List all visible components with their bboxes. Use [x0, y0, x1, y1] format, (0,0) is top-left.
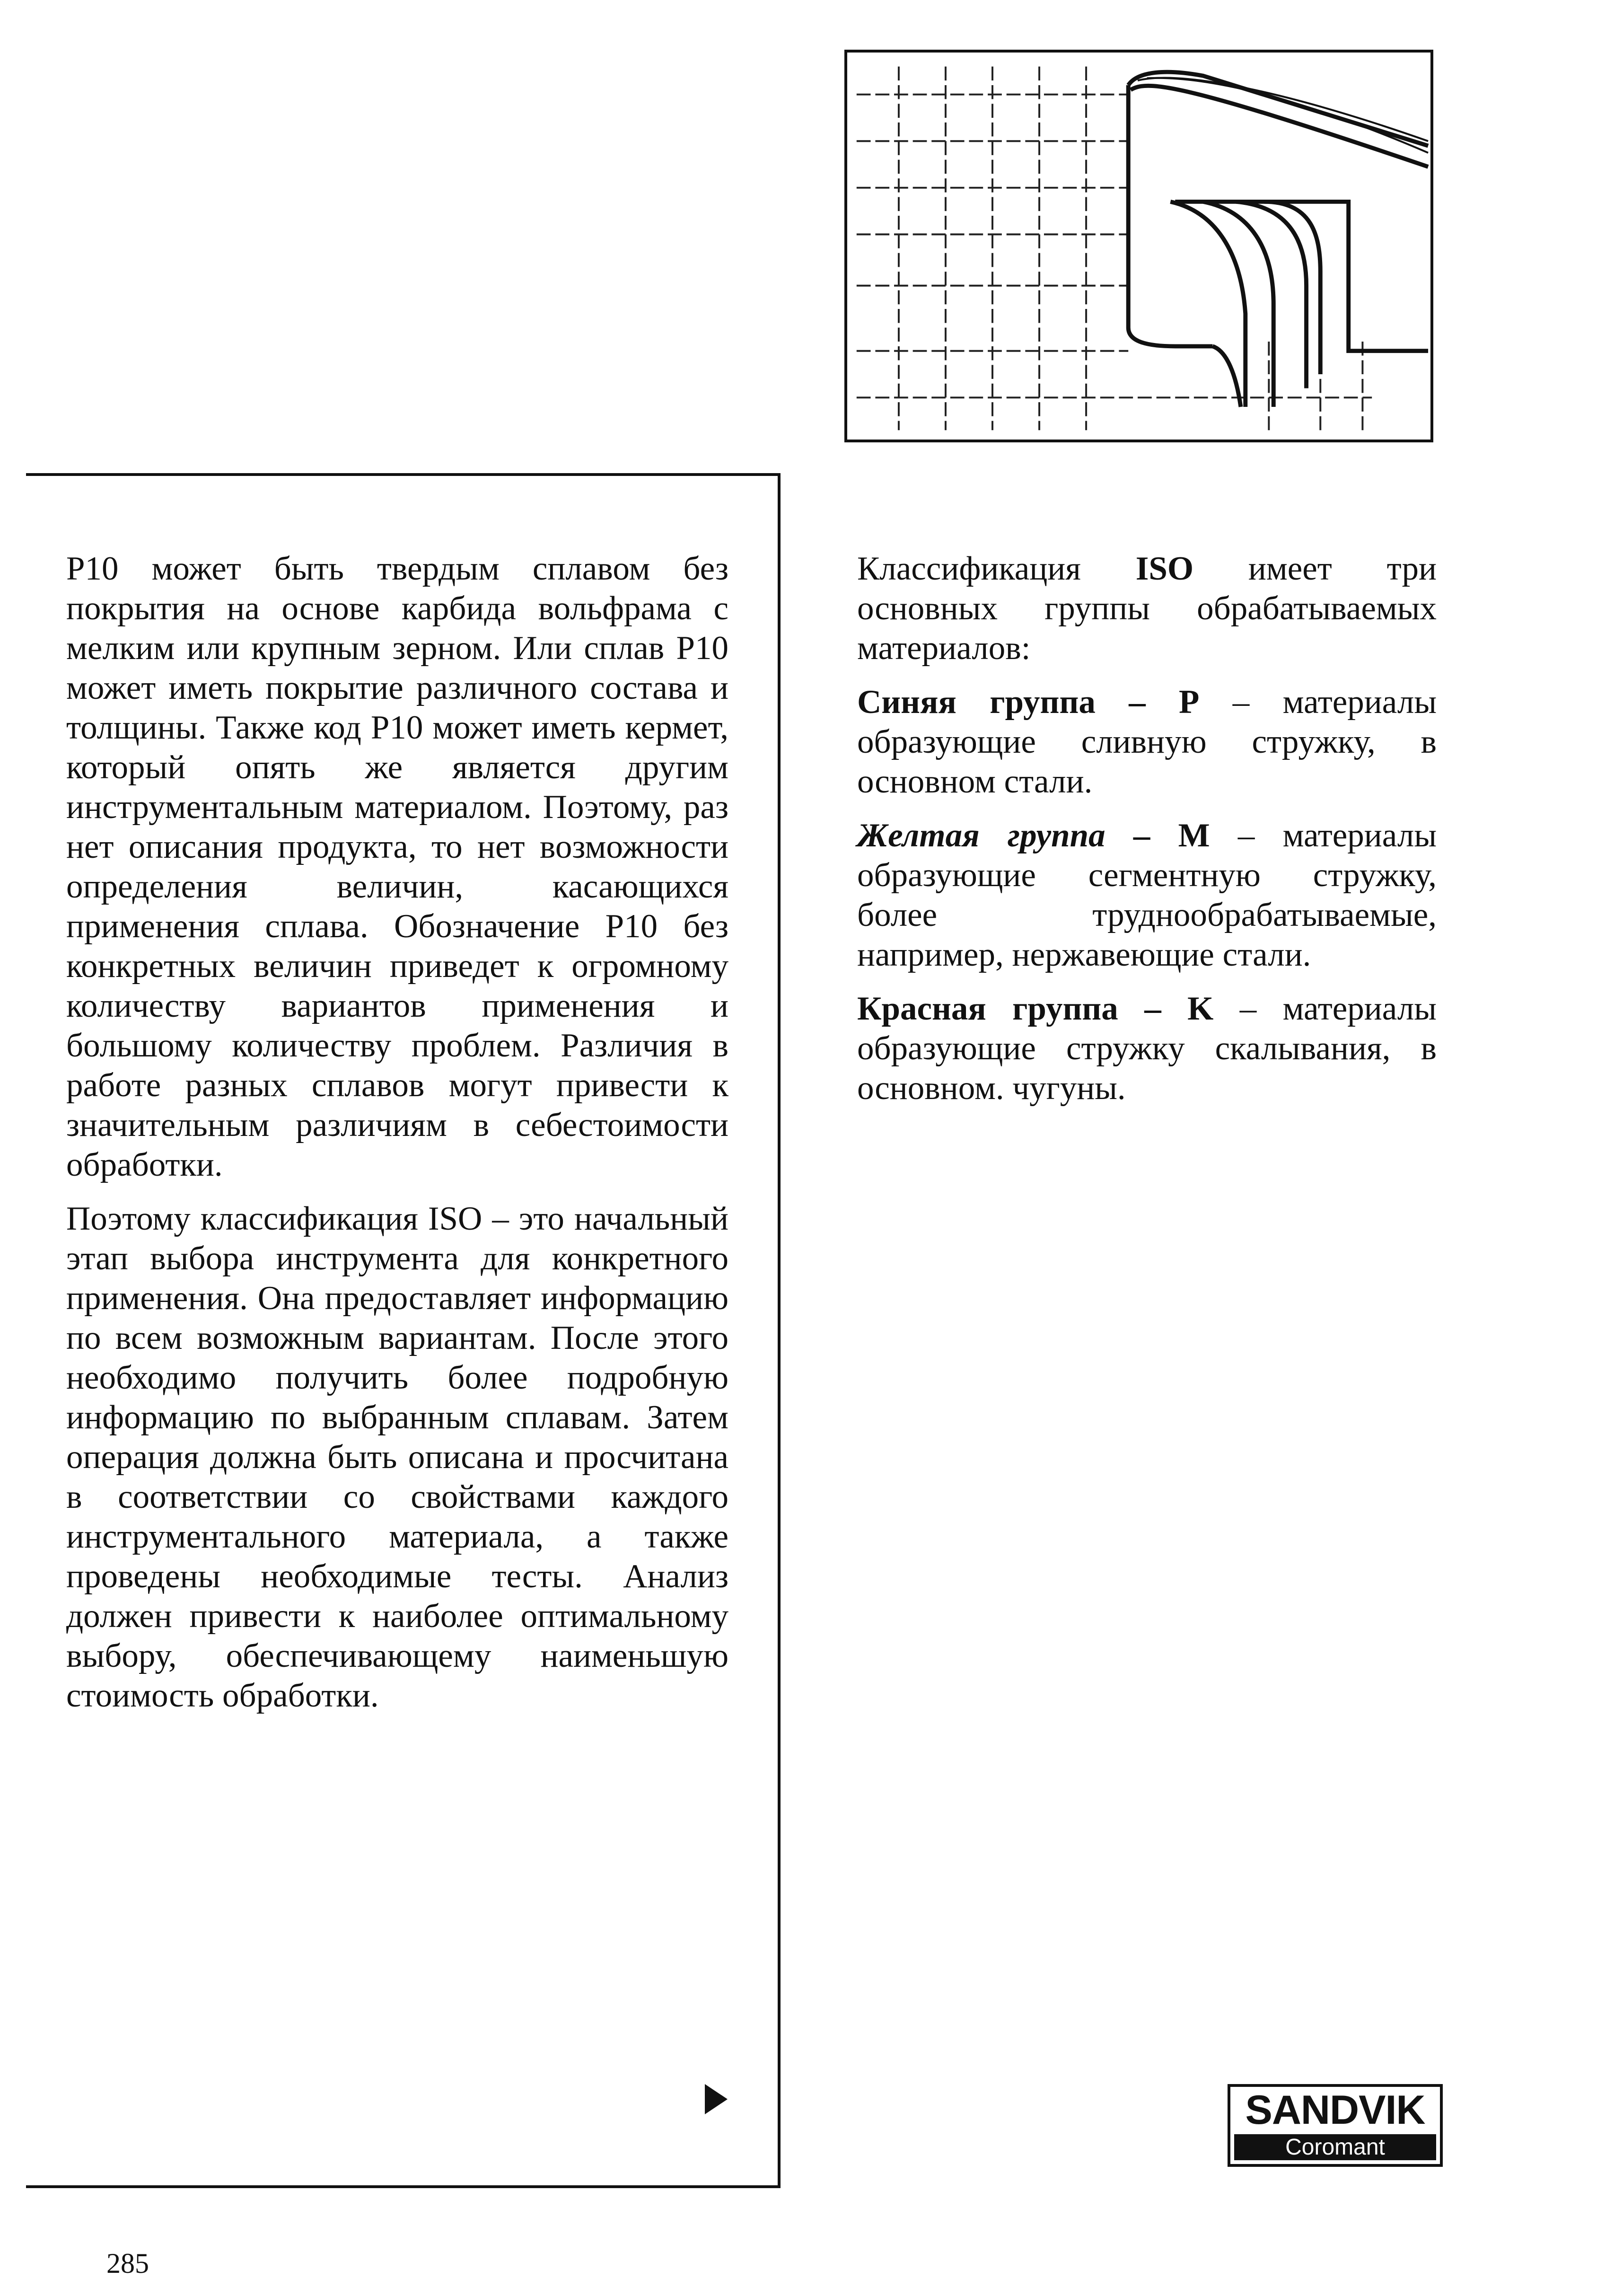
intro-suffix: имеет три основных группы обрабатываемых материалов:	[857, 550, 1437, 667]
group-red-text: – материалы образующие стружку скалывания, в основном. чугуны.	[857, 990, 1437, 1107]
paragraph-iso-classification: Поэтому классификация ISO – это начальный этап выбора инструмента для конкретного применения. Она предоставляет информацию по всем возможным вариантам. После этого необходимо получить более подробную информацию по выбранным сплавам. Затем операция должна быть описана и просчитана в соответствии со свойствами каждого инструментального материала, а также проведены необходимые тесты. Анализ должен привести к наиболее оптимальному выбору, обеспечивающему наименьшую стоимость обработки.	[66, 1200, 728, 1714]
group-blue-paragraph	[857, 682, 1437, 801]
group-yellow-label: Желтая группа	[857, 817, 1105, 854]
intro-iso: ISO	[1135, 550, 1194, 587]
group-red-dash: –	[1144, 990, 1161, 1027]
sandvik-coromant-logo	[1228, 2084, 1443, 2167]
group-blue-code: P	[1179, 684, 1200, 721]
group-red-label: Красная группа	[857, 990, 1118, 1027]
intro-paragraph	[857, 549, 1437, 668]
group-blue-text: – материалы образующие сливную стружку, в основном стали.	[857, 684, 1437, 800]
group-yellow-code: M	[1178, 817, 1210, 854]
intro-prefix: Классификация	[857, 550, 1081, 587]
group-blue-label: Синяя группа	[857, 684, 1096, 721]
group-yellow-dash: –	[1133, 817, 1150, 854]
page-number: 285	[106, 2248, 149, 2279]
group-yellow-text: – материалы образующие сегментную стружку, более труднообрабатываемые, например, нержавеющие стали.	[857, 817, 1437, 973]
logo-sub: Coromant	[1234, 2134, 1436, 2160]
group-red-code: K	[1187, 990, 1214, 1027]
chip-illustration	[847, 53, 1430, 440]
group-blue-dash: –	[1129, 684, 1146, 721]
right-text-column	[857, 549, 1437, 1122]
group-red-paragraph	[857, 989, 1437, 1108]
play-triangle-icon	[705, 2084, 728, 2114]
logo-brand: SANDVIK	[1245, 2087, 1425, 2133]
group-yellow-paragraph	[857, 816, 1437, 975]
paragraph-p10: P10 может быть твердым сплавом без покрытия на основе карбида вольфрама с мелким или крупным зерном. Или сплав P10 может иметь покрытие различного состава и толщины. Также код P10 может иметь кермет, который опять же является другим инструментальным материалом. Поэтому, раз нет описания продукта, то нет возможности определения величин, касающихся применения сплава. Обозначение P10 без конкретных величин приведет к огромному количеству вариантов применения и большому количеству проблем. Различия в работе разных сплавов могут привести к значительным различиям в себестоимости обработки.	[66, 550, 728, 1183]
chip-formation-figure	[844, 50, 1433, 442]
left-text-column	[66, 549, 728, 1730]
chip-drawing	[1128, 72, 1428, 407]
